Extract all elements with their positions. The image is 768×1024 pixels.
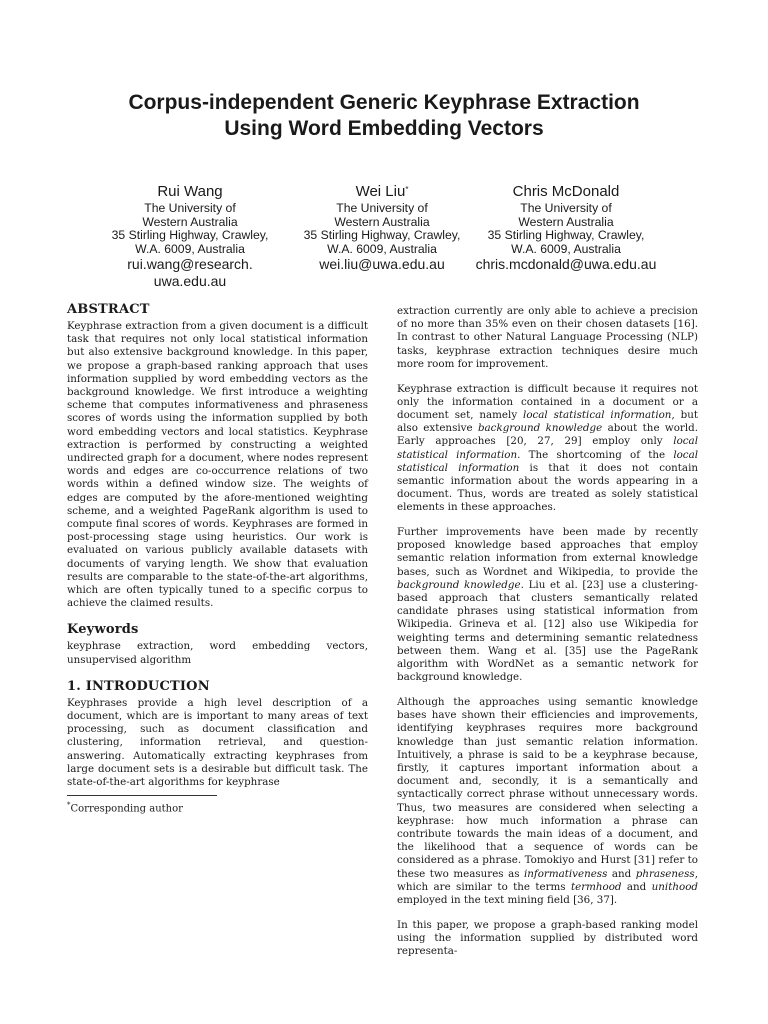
author-address: W.A. 6009, Australia bbox=[511, 241, 621, 256]
paragraph: Although the approaches using semantic knowledge bases have shown their efficiencies and improvements, identifying keyphrases requires more background knowledge than just semantic relation information. Intuitively, a phrase is said to be a keyphrase because, firstly, it captures important information about a document and, secondly, it is a semantically and syntactically correct phrase without unnecessary words. Thus, two measures are considered when selecting a keyphrase: how much information a phrase can contribute towards the main ideas of a document, and the likelihood that a sequence of words can be considered as a phrase. Tomokiyo and Hurst [31] refer to these two measures as informativeness and phraseness, which are similar to the terms termhood and unithood employed in the text mining field [36, 37]. bbox=[397, 695, 698, 907]
paragraph: Further improvements have been made by recently proposed knowledge based approaches that employ semantic relation information from external knowledge bases, such as Wordnet and Wikipedia, to provide the background knowledge. Liu et al. [23] use a clustering-based approach that clusters semantically related candidate phrases using statistical information from Wikipedia. Grineva et al. [12] also use Wikipedia for weighting terms and determining semantic relatedness between them. Wang et al. [35] use the PageRank algorithm with WordNet as a semantic network for background knowledge. bbox=[397, 526, 699, 684]
author-email: uwa.edu.au bbox=[153, 273, 227, 290]
paragraph: extraction currently are only able to achieve a precision of no more than 35% even on their chosen datasets [16]. In contrast to other Natural Language Processing (NLP) tasks, keyphrase extraction techniques desire much more room for improvement. bbox=[397, 305, 698, 370]
paragraph: Keyphrase extraction is difficult because it requires not only the information contained in a document or a document set, namely local statistical information, but also extensive background knowledge about the world. Early approaches [20, 27, 29] employ only local statistical information. The shortcoming of the local statistical information is that it does not contain semantic information about the words appearing in a document. Thus, words are treated as solely statistical elements in these approaches. bbox=[397, 382, 699, 514]
author-email: chris.mcdonald@uwa.edu.au bbox=[475, 256, 657, 273]
footnote-divider bbox=[67, 795, 217, 796]
title-line-1: Corpus-independent Generic Keyphrase Extraction bbox=[128, 91, 640, 114]
corresponding-author-mark: * bbox=[405, 185, 409, 194]
author-name: Wei Liu* bbox=[355, 183, 409, 200]
author-address: W.A. 6009, Australia bbox=[327, 241, 437, 256]
author-affiliation: The University of bbox=[520, 201, 612, 215]
paragraph: In this paper, we propose a graph-based ranking model using the information supplied by distributed word representa- bbox=[397, 918, 698, 958]
keywords-heading: Keywords bbox=[67, 622, 139, 638]
author-affiliation: Western Australia bbox=[142, 214, 238, 229]
author-address: 35 Stirling Highway, Crawley, bbox=[111, 228, 269, 243]
footnote-mark: * bbox=[67, 801, 71, 810]
author-address: 35 Stirling Highway, Crawley, bbox=[487, 228, 645, 243]
introduction-heading: 1. INTRODUCTION bbox=[67, 678, 210, 694]
author-affiliation: The University of bbox=[336, 201, 428, 215]
author-affiliation: Western Australia bbox=[518, 214, 614, 229]
author-name: Rui Wang bbox=[157, 183, 223, 200]
author-email: wei.liu@uwa.edu.au bbox=[319, 256, 445, 273]
author-address: 35 Stirling Highway, Crawley, bbox=[303, 228, 461, 243]
paper-title bbox=[60, 90, 708, 142]
introduction-paragraph: Keyphrases provide a high level description of a document, which are is important to many areas of text processing, such as document classification and clustering, information retrieval, and question-answering. Automatically extracting keyphrases from large document sets is a desirable but difficult task. The state-of-the-art algorithms for keyphrase bbox=[67, 696, 368, 789]
author-block-2 bbox=[277, 182, 487, 273]
abstract-text: Keyphrase extraction from a given document is a difficult task that requires not only local statistical information but also extensive background knowledge. In this paper, we propose a graph-based ranking approach that uses information supplied by word embedding vectors as the background knowledge. We first introduce a weighting scheme that computes informativeness and phraseness scores of words using the information supplied by both word embedding vectors and local statistics. Keyphrase extraction is performed by constructing a weighted undirected graph for a document, where nodes represent words and edges are co-occurrence relations of two words within a defined window size. The weights of edges are computed by the afore-mentioned weighting scheme, and a weighted PageRank algorithm is used to compute final scores of words. Keyphrases are formed in post-processing stage using heuristics. Our work is evaluated on various publicly available datasets with documents of varying length. We show that evaluation results are comparable to the state-of-the-art algorithms, which are often typically tuned to a specific corpus to achieve the claimed results. bbox=[67, 320, 368, 610]
left-column bbox=[67, 302, 368, 816]
author-block-3 bbox=[461, 182, 671, 273]
author-name: Chris McDonald bbox=[512, 183, 620, 200]
author-affiliation: Western Australia bbox=[334, 214, 430, 229]
author-email: rui.wang@research. bbox=[127, 256, 253, 273]
author-block-1 bbox=[85, 182, 295, 290]
footnote bbox=[67, 799, 368, 815]
abstract-heading: ABSTRACT bbox=[67, 302, 150, 317]
right-column bbox=[397, 305, 698, 970]
keywords-text: keyphrase extraction, word embedding vectors, unsupervised algorithm bbox=[67, 640, 368, 666]
title-line-2: Using Word Embedding Vectors bbox=[224, 117, 544, 140]
footnote-text: Corresponding author bbox=[70, 803, 183, 815]
author-address: W.A. 6009, Australia bbox=[135, 241, 245, 256]
author-affiliation: The University of bbox=[144, 201, 236, 215]
